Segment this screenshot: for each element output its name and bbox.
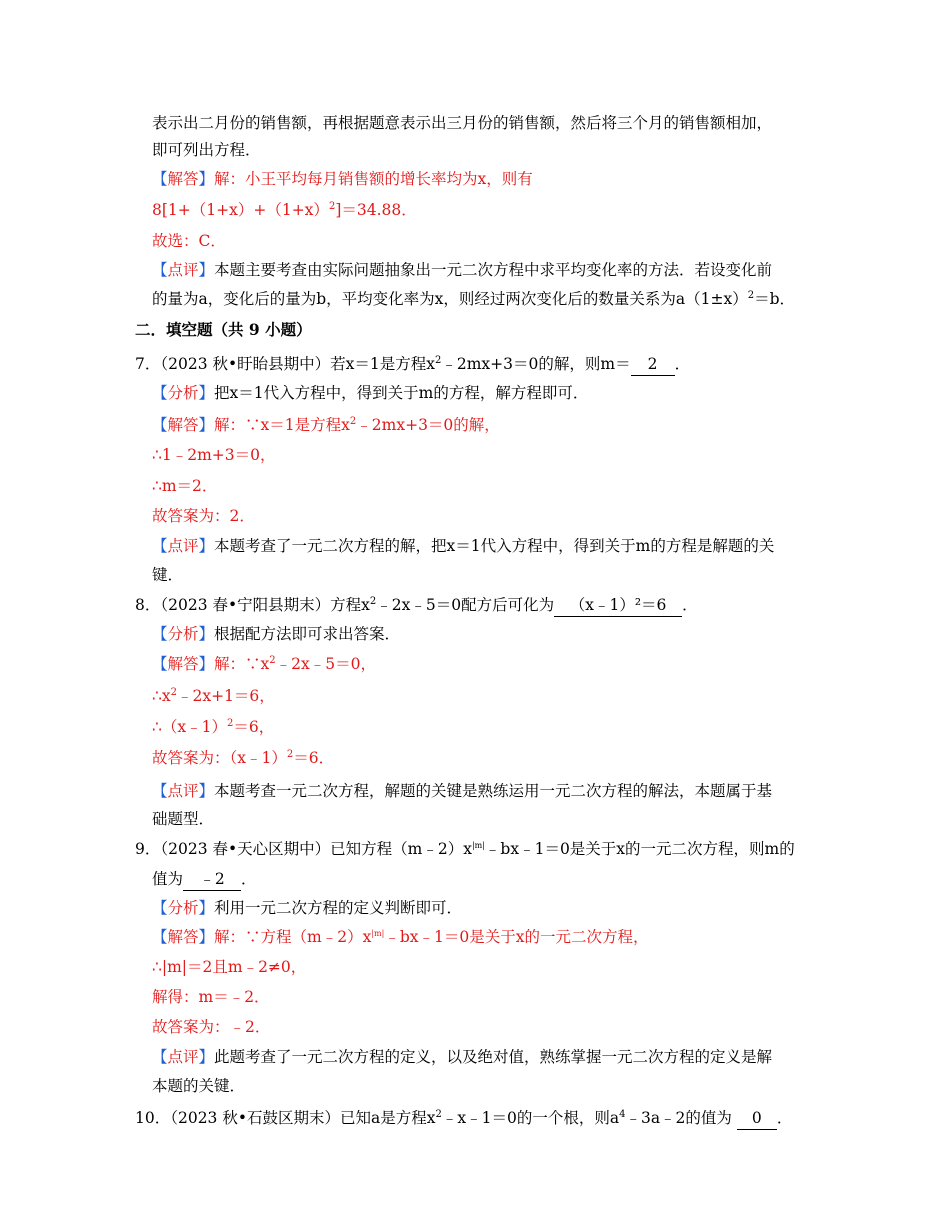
- text-segment: ∴x: [152, 687, 171, 705]
- answer-blank: ﹣2: [183, 868, 241, 891]
- superscript: 2: [349, 415, 357, 427]
- text-segment: 本题主要考查由实际问题抽象出一元二次方程中求平均变化率的方法．若设变化前: [214, 261, 773, 279]
- text-segment: 】: [198, 1048, 215, 1066]
- text-segment: 】: [198, 899, 215, 917]
- text-segment: 础题型．: [152, 810, 215, 828]
- step-q7-1: [152, 444, 276, 466]
- text-segment: 】: [198, 625, 215, 643]
- text-segment: ．: [241, 870, 257, 888]
- text-segment: 8[1+（1+x）+（1+x）: [152, 201, 329, 219]
- superscript: 2: [435, 1108, 442, 1120]
- text-segment: ．: [776, 1109, 793, 1127]
- result-q9: [152, 1016, 270, 1038]
- comment-line-q6: [152, 259, 772, 281]
- step-q8-2: [152, 716, 274, 738]
- comment-q9: [152, 1046, 772, 1068]
- superscript: 2: [434, 354, 442, 366]
- answer-q7: [152, 414, 500, 436]
- result-q7: [152, 505, 255, 527]
- text-segment: 根据配方法即可求出答案．: [214, 625, 401, 643]
- text-segment: 】: [198, 655, 215, 673]
- comment-q8-cont: [152, 808, 214, 830]
- text-segment: 】: [198, 384, 215, 402]
- text-segment: 点评: [167, 537, 199, 555]
- text-segment: 此题考查了一元二次方程的定义，以及绝对值，熟练掌握一元二次方程的定义是解: [214, 1048, 773, 1066]
- text-segment: 】: [198, 782, 215, 800]
- text-segment: 【: [152, 899, 168, 917]
- question-8: [135, 594, 698, 617]
- comment-line-q6-cont: [152, 288, 795, 310]
- answer-q9: [152, 926, 648, 948]
- superscript: |m|: [371, 928, 385, 938]
- comment-q9-cont: [152, 1075, 245, 1097]
- text-segment: 分析: [167, 625, 199, 643]
- text-segment: 解答: [167, 928, 199, 946]
- answer-q8: [152, 653, 376, 675]
- equation-line: [152, 199, 417, 221]
- text-segment: 【: [152, 261, 168, 279]
- text-segment: 8．（2023 春•宁阳县期末）方程x: [135, 596, 370, 614]
- text-segment: 】: [198, 261, 215, 279]
- superscript: 2: [369, 595, 377, 607]
- question-9-cont: [152, 868, 257, 891]
- text-segment: ﹣bx﹣1＝0是关于x的一元二次方程，则m的: [484, 840, 795, 858]
- text-segment: 点评: [167, 782, 199, 800]
- text-segment: 】: [198, 928, 215, 946]
- text-segment: ﹣2mx+3＝0的解，: [356, 416, 500, 434]
- text-segment: 9．（2023 春•天心区期中）已知方程（m﹣2）x: [135, 840, 472, 858]
- text-segment: 即可列出方程．: [152, 141, 261, 159]
- section-heading: [135, 319, 312, 341]
- question-9: [135, 838, 795, 860]
- superscript: 2: [269, 654, 276, 666]
- text-segment: ＝6．: [293, 749, 335, 767]
- choice-line: [152, 230, 226, 252]
- text-segment: 解：小王平均每月销售额的增长率均为x，则有: [214, 170, 533, 188]
- text-segment: ．: [682, 596, 698, 614]
- text-segment: ∴m＝2．: [152, 477, 218, 495]
- superscript: 2: [286, 748, 294, 760]
- text-segment: 故答案为：（x﹣1）: [152, 749, 287, 767]
- step-q8-1: [152, 685, 275, 707]
- text-segment: 】: [198, 537, 215, 555]
- text-segment: 解：∵方程（m﹣2）x: [214, 928, 372, 946]
- comment-q8: [152, 780, 772, 802]
- superscript: 4: [619, 1108, 626, 1120]
- text-segment: ﹣x﹣1＝0的一个根，则a: [441, 1109, 620, 1127]
- text-segment: ﹣2mx+3＝0的解，则m＝: [441, 355, 631, 373]
- text-segment: 【: [152, 170, 168, 188]
- text-segment: 本题的关键．: [152, 1077, 246, 1095]
- text-segment: ﹣2x﹣5＝0配方后可化为: [376, 596, 555, 614]
- answer-blank: 2: [631, 353, 675, 376]
- text-segment: 利用一元二次方程的定义判断即可．: [214, 899, 463, 917]
- text-segment: 分析: [167, 899, 199, 917]
- text-segment: 【: [152, 1048, 168, 1066]
- step-q9-2: [152, 986, 270, 1008]
- text-segment: 故答案为：2．: [152, 507, 255, 525]
- text-segment: 解答: [167, 416, 199, 434]
- line-1: [152, 112, 772, 134]
- text-segment: ∴1﹣2m+3＝0，: [152, 446, 276, 464]
- analysis-q7: [152, 382, 588, 404]
- text-segment: 本题考查一元二次方程，解题的关键是熟练运用一元二次方程的解法，本题属于基: [214, 782, 773, 800]
- superscript: 2: [170, 686, 177, 698]
- text-segment: ﹣bx﹣1＝0是关于x的一元二次方程，: [384, 928, 649, 946]
- text-segment: 表示出二月份的销售额，再根据题意表示出三月份的销售额，然后将三个月的销售额相加，: [152, 114, 773, 132]
- text-segment: 二．填空题（共 9 小题）: [135, 320, 312, 339]
- text-segment: 键．: [152, 566, 184, 584]
- text-segment: 点评: [167, 261, 199, 279]
- text-segment: 【: [152, 625, 168, 643]
- text-segment: 解：∵x: [214, 655, 270, 673]
- text-segment: ﹣3a﹣2的值为: [625, 1109, 737, 1127]
- analysis-q9: [152, 897, 462, 919]
- text-segment: 的量为a，变化后的量为b，平均变化率为x，则经过两次变化后的数量关系为a（1±x）: [152, 290, 748, 308]
- answer-blank: （x﹣1）²＝6: [554, 594, 682, 617]
- text-segment: ∴（x﹣1）: [152, 718, 227, 736]
- text-segment: 【: [152, 928, 168, 946]
- text-segment: 解答: [167, 655, 199, 673]
- text-segment: 【: [152, 655, 168, 673]
- answer-blank: 0: [737, 1107, 777, 1130]
- answer-line-q6: [152, 168, 533, 190]
- text-segment: 点评: [167, 1048, 199, 1066]
- text-segment: 分析: [167, 384, 199, 402]
- comment-q7: [152, 535, 774, 557]
- question-10: [135, 1107, 792, 1130]
- superscript: 2: [747, 289, 755, 301]
- text-segment: 故答案为：﹣2．: [152, 1018, 271, 1036]
- text-segment: 把x＝1代入方程中，得到关于m的方程，解方程即可．: [214, 384, 589, 402]
- text-segment: ．: [674, 355, 691, 373]
- result-q8: [152, 747, 334, 769]
- text-segment: 7．（2023 秋•盱眙县期中）若x＝1是方程x: [135, 355, 435, 373]
- analysis-q8: [152, 623, 400, 645]
- text-segment: ]＝34.88．: [335, 201, 417, 219]
- text-segment: 解：∵x＝1是方程x: [214, 416, 350, 434]
- text-segment: 【: [152, 384, 168, 402]
- superscript: |m|: [471, 840, 485, 850]
- text-segment: ＝6，: [233, 718, 275, 736]
- text-segment: 值为: [152, 870, 184, 888]
- text-segment: 【: [152, 782, 168, 800]
- superscript: 2: [328, 200, 336, 212]
- step-q9-1: [152, 956, 306, 978]
- question-7: [135, 353, 690, 376]
- text-segment: 本题考查了一元二次方程的解，把x＝1代入方程中，得到关于m的方程是解题的关: [214, 537, 775, 555]
- line-2: [152, 139, 261, 161]
- step-q7-2: [152, 475, 217, 497]
- text-segment: 解得：m＝﹣2．: [152, 988, 270, 1006]
- text-segment: ∴|m|＝2且m﹣2≠0，: [152, 958, 307, 976]
- text-segment: 解答: [167, 170, 199, 188]
- comment-q7-cont: [152, 564, 183, 586]
- text-segment: 】: [198, 416, 215, 434]
- text-segment: 【: [152, 416, 168, 434]
- text-segment: 【: [152, 537, 168, 555]
- text-segment: 10．（2023 秋•石鼓区期末）已知a是方程x: [135, 1109, 436, 1127]
- text-segment: 】: [198, 170, 215, 188]
- text-segment: 故选：C．: [152, 232, 226, 250]
- text-segment: ＝b．: [754, 290, 796, 308]
- text-segment: ﹣2x+1＝6，: [176, 687, 275, 705]
- superscript: 2: [226, 717, 234, 729]
- text-segment: ﹣2x﹣5＝0，: [275, 655, 376, 673]
